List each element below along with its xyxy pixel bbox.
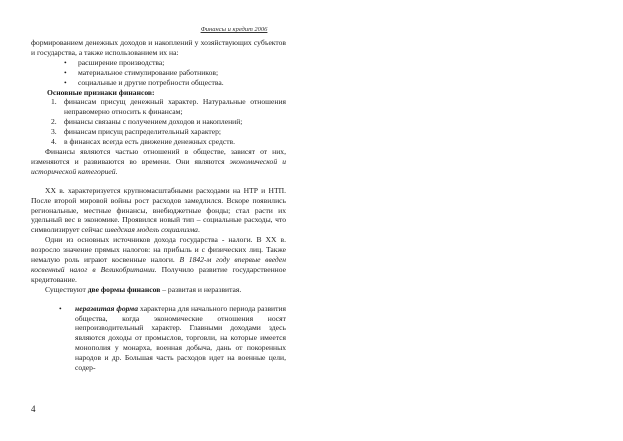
list-item — [31, 117, 286, 127]
list-number: 2. — [51, 117, 57, 127]
bold-run: две формы финансов — [87, 284, 161, 294]
list-item — [31, 97, 286, 117]
list-item — [31, 304, 286, 373]
text-run: Получило развитие государственное кредитование. — [31, 264, 286, 284]
italic-run: В 1842-м году впервые введен косвенный налог в Великобритании. — [31, 255, 286, 274]
form-description: характерна для начального периода развития общества, когда экономические отношения носят непроизводительный характер. Главными доходами здесь являются доходы от промыслов, торговли, на которые имеется монополия у монарха, военная добыча, дань от покоренных народов и др. Большая часть расходов идет на военные цели, содер- — [75, 303, 286, 373]
form-term: неразвитая форма — [75, 303, 139, 313]
italic-run: шведская модель социализма — [104, 225, 198, 235]
list-number: 4. — [51, 137, 57, 147]
text-column — [31, 38, 286, 373]
paragraph-forms — [31, 285, 286, 295]
list-text: в финансах всегда есть движение денежных средств. — [64, 137, 236, 147]
paragraph-category — [31, 147, 286, 177]
spacer — [31, 295, 286, 304]
text-run: Финансы являются частью отношений в обществе, зависят от них, изменяются и развиваются во времени. Они являются — [31, 146, 286, 166]
list-item: • материальное стимулирование работников; — [31, 68, 286, 78]
text-run: XX в. характеризуется крупномасштабными расходами на НТР и НТП. После второй мировой войны рост расходов замедлился. Вскоре появились региональные, местные финансы, внебюджетные фонды; стал расти их удельный вес в экономике. Проявился новый тип – социальные расходы, что символизирует сейчас — [31, 185, 286, 235]
list-item — [31, 137, 286, 147]
list-item — [31, 127, 286, 137]
text-run: Одни из основных источников дохода государства - налоги. В XX в. возросло значение прямых налогов: на прибыль и с физических лиц. Также немалую роль играют косвенные налоги. — [31, 235, 286, 265]
list-text: финансы связаны с получением доходов и накоплений; — [64, 117, 243, 127]
list-item: • социальные и другие потребности общества. — [31, 78, 286, 88]
section-title-signs: Основные признаки финансов: — [47, 87, 155, 97]
list-item: • расширение производства; — [31, 58, 286, 68]
paragraph-intro: формированием денежных доходов и накоплений у хозяйствующих субъектов и государства, а также использованием их на: — [31, 38, 286, 57]
forms-list — [31, 304, 286, 373]
running-header: Финансы и кредит 2006 — [200, 26, 268, 33]
italic-run: экономической и исторической категорией. — [31, 156, 286, 176]
list-text: финансам присущ денежный характер. Натуральные отношения неправомерно относить к финансам; — [64, 97, 286, 117]
text-run: . — [197, 225, 200, 235]
list-number: 1. — [51, 97, 57, 107]
text-run: – развитая и неразвитая. — [160, 284, 242, 294]
list-text: финансам присущ распределительный характер; — [64, 127, 222, 137]
page-number: 4 — [31, 404, 36, 414]
spacer — [31, 177, 286, 186]
paragraph-xx-century — [31, 186, 286, 236]
text-run: Существуют — [45, 284, 88, 294]
list-number: 3. — [51, 127, 57, 137]
signs-list — [31, 97, 286, 147]
uses-list — [31, 58, 286, 88]
paragraph-taxes — [31, 235, 286, 285]
